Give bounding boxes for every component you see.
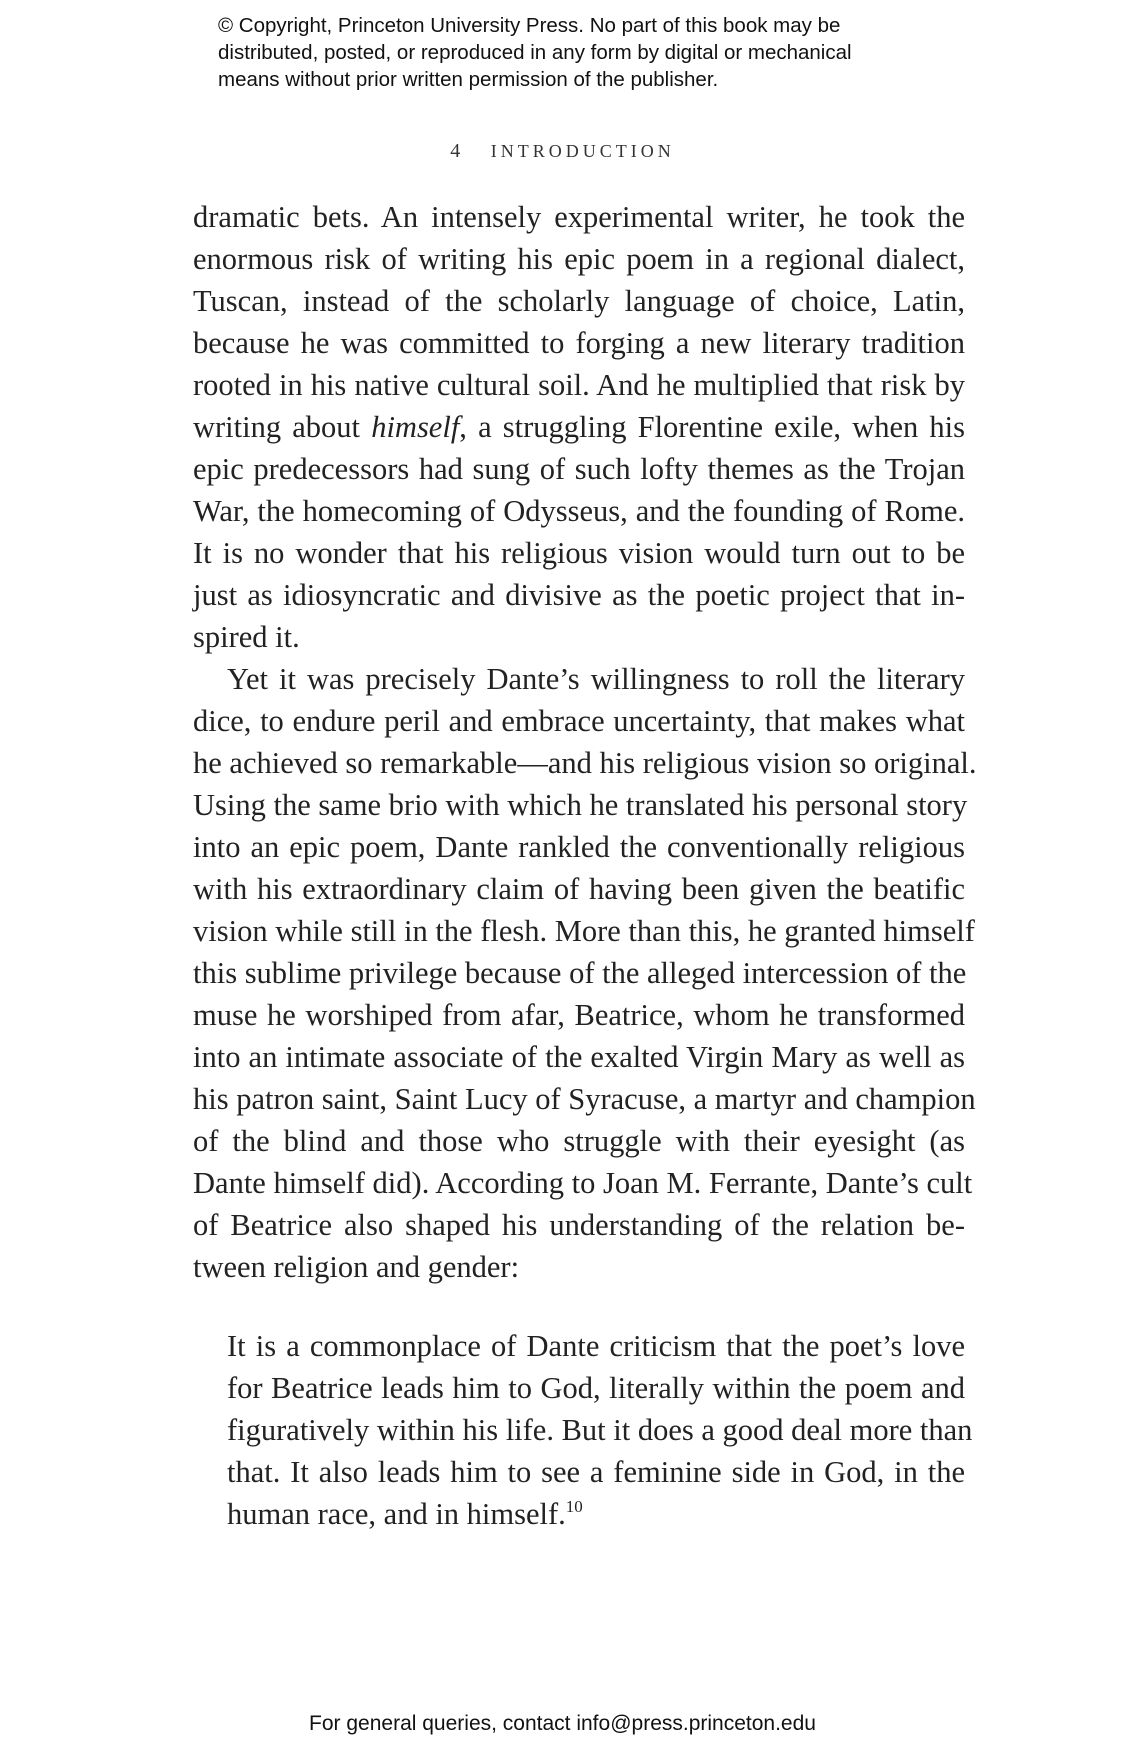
text-fragment: writing about <box>193 410 372 444</box>
copyright-line: © Copyright, Princeton University Press. No part of this book may be <box>218 14 841 37</box>
text-line: his patron saint, Saint Lucy of Syracuse, a martyr and champion <box>193 1082 976 1116</box>
text-line: spired it. <box>193 620 300 654</box>
copyright-notice <box>218 12 938 93</box>
text-line: War, the homecoming of Odysseus, and the founding of Rome. <box>193 494 965 528</box>
text-line: Dante himself did). According to Joan M. Ferrante, Dante’s cult <box>193 1166 973 1200</box>
text-line: of the blind and those who struggle with their eyesight (as <box>193 1124 965 1158</box>
chapter-title: INTRODUCTION <box>490 141 675 161</box>
block-quote <box>227 1325 973 1535</box>
text-line: enormous risk of writing his epic poem in a regional dialect, <box>193 242 965 276</box>
text-line: dramatic bets. An intensely experimental writer, he took the <box>193 200 965 234</box>
text-line: epic predecessors had sung of such lofty themes as the Trojan <box>193 452 965 486</box>
text-line: Tuscan, instead of the scholarly language of choice, Latin, <box>193 284 965 318</box>
quote-line <box>227 1493 965 1535</box>
page-number: 4 <box>450 140 461 162</box>
text-line: dice, to endure peril and embrace uncertainty, that makes what <box>193 704 965 738</box>
emphasized-word: himself <box>371 410 460 444</box>
copyright-line: distributed, posted, or reproduced in any form by digital or mechanical <box>218 41 852 64</box>
text-line: just as idiosyncratic and divisive as the poetic project that in- <box>193 578 965 612</box>
text-line: into an intimate associate of the exalted Virgin Mary as well as <box>193 1040 965 1074</box>
copyright-line: means without prior written permission of the publisher. <box>218 68 719 91</box>
quote-line: for Beatrice leads him to God, literally within the poem and <box>227 1371 965 1405</box>
text-line <box>193 406 965 448</box>
text-line: It is no wonder that his religious vision would turn out to be <box>193 536 965 570</box>
quote-line: that. It also leads him to see a feminine side in God, in the <box>227 1455 965 1489</box>
quote-last-text: human race, and in himself. <box>227 1497 566 1531</box>
text-line: rooted in his native cultural soil. And he multiplied that risk by <box>193 368 965 402</box>
text-line: Using the same brio with which he translated his personal story <box>193 788 968 822</box>
text-line: this sublime privilege because of the alleged intercession of the <box>193 956 967 990</box>
text-line: vision while still in the flesh. More than this, he granted himself <box>193 914 975 948</box>
text-line: tween religion and gender: <box>193 1250 520 1284</box>
quote-line: It is a commonplace of Dante criticism that the poet’s love <box>227 1329 965 1363</box>
text-line: he achieved so remarkable—and his religious vision so original. <box>193 746 977 780</box>
text-line: muse he worshiped from afar, Beatrice, whom he transformed <box>193 998 965 1032</box>
running-head <box>0 140 1125 163</box>
text-line: Yet it was precisely Dante’s willingness to roll the literary <box>227 662 965 696</box>
footer-contact: For general queries, contact info@press.princeton.edu <box>309 1712 816 1735</box>
text-line: into an epic poem, Dante rankled the conventionally religious <box>193 830 965 864</box>
paragraph-1 <box>193 196 965 658</box>
text-line: of Beatrice also shaped his understanding of the relation be- <box>193 1208 965 1242</box>
footnote-reference: 10 <box>565 1497 583 1516</box>
body-text <box>193 196 977 1288</box>
text-line: with his extraordinary claim of having been given the beatific <box>193 872 965 906</box>
text-fragment: , a struggling Florentine exile, when his <box>459 410 966 444</box>
text-line: because he was committed to forging a new literary tradition <box>193 326 965 360</box>
quote-line: figuratively within his life. But it does a good deal more than <box>227 1413 973 1447</box>
paragraph-2 <box>193 658 977 1288</box>
